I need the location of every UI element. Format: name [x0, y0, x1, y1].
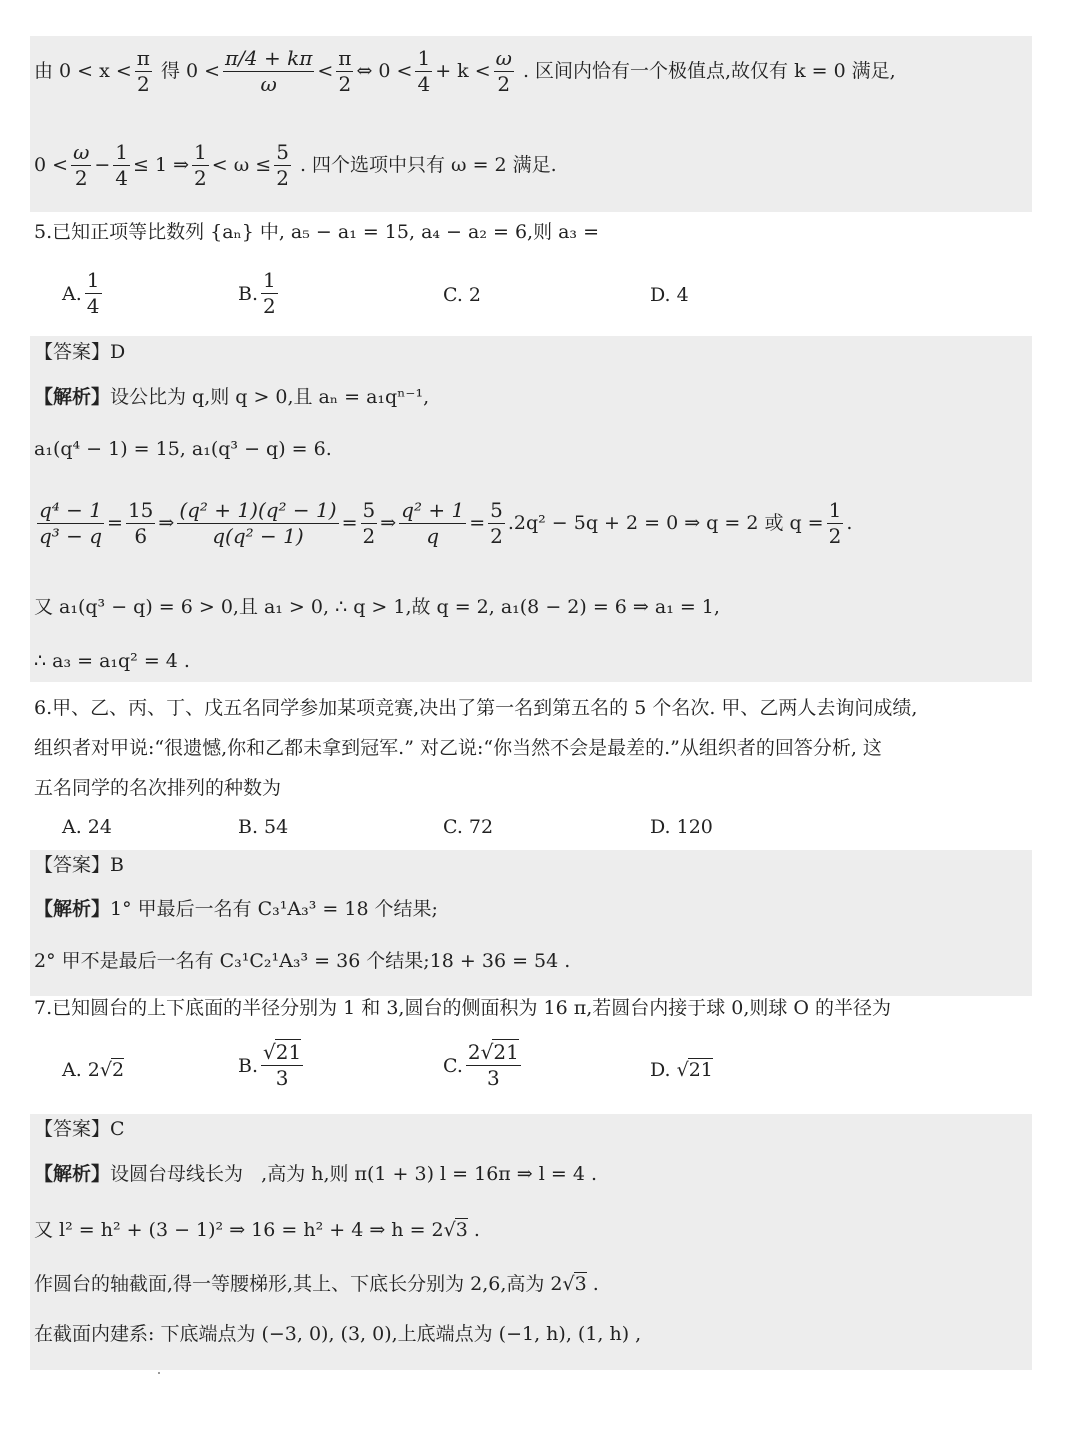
scan-speck [158, 1372, 160, 1374]
math: − [94, 153, 111, 176]
q7-option-a: A. 2 √ 2 [62, 1058, 125, 1081]
q6-stem-2 [34, 737, 1040, 761]
numerator: 15 [127, 498, 154, 522]
q6-analysis-2 [34, 950, 1040, 974]
option-label: A. [62, 282, 82, 305]
text: 满足, [851, 59, 896, 82]
text: ,则 [204, 386, 230, 408]
math: (−3, 0), (3, 0) [261, 1323, 392, 1345]
text: 又 [34, 1218, 54, 1241]
radicand: 3 [574, 1273, 587, 1295]
radicand: 21 [275, 1040, 302, 1064]
text: , [713, 596, 720, 618]
text: 作圆台的轴截面,得一等腰梯形,其上、下底长分别为 2,6,高为 [34, 1272, 545, 1295]
option-label: D. [650, 284, 671, 306]
fraction-quarter [113, 142, 130, 189]
math: = [469, 511, 486, 534]
math: aₙ = a₁qⁿ⁻¹ [318, 386, 424, 408]
denominator: 4 [115, 166, 129, 190]
option-label: C. [443, 284, 463, 306]
fraction [126, 500, 155, 547]
option-label: A. [62, 816, 82, 838]
text: ,且 [287, 386, 313, 408]
math: O [793, 997, 809, 1019]
fraction-pi-over-2 [135, 48, 152, 95]
coef: 2 [550, 1272, 563, 1295]
fraction [177, 500, 338, 547]
numerator: ω [495, 46, 512, 70]
math: q [192, 386, 205, 408]
q6-option-c [443, 816, 493, 838]
denominator: q³ − q [38, 524, 103, 548]
numerator: 1 [828, 498, 842, 522]
math: (−1, h), (1, h) [498, 1323, 630, 1345]
q7-answer [34, 1118, 1040, 1142]
fraction [399, 500, 466, 547]
text: 设公比为 [110, 386, 187, 408]
numerator: 1 [115, 140, 129, 164]
text: 1° [110, 898, 132, 920]
q5-analysis-2 [34, 438, 1040, 462]
denominator: 3 [275, 1066, 289, 1090]
q5-analysis-5 [34, 650, 1040, 674]
numerator: ω [73, 140, 90, 164]
q6-stem-3 [34, 777, 1040, 801]
denominator: 2 [497, 72, 511, 96]
option-label: C. [443, 816, 463, 838]
text: 或 [764, 511, 784, 534]
text: 设圆台母线长为 [110, 1163, 244, 1185]
numerator: 5 [362, 498, 376, 522]
denominator: 2 [490, 524, 503, 548]
numerator: π/4 + kπ [225, 46, 313, 70]
text: . 四个选项中只有 [299, 153, 446, 176]
option-value: 24 [87, 816, 112, 838]
math: = [107, 511, 123, 534]
denominator: q [426, 524, 440, 548]
radicand: 21 [688, 1059, 713, 1081]
fraction-five-halves [274, 142, 291, 189]
numerator: (q² + 1)(q² − 1) [179, 498, 337, 522]
option-fraction [85, 270, 102, 317]
denominator: 2 [136, 72, 150, 96]
text: ,故 [405, 596, 431, 618]
answer-text: 【答案】B [34, 854, 124, 876]
option-label: A. [62, 1058, 82, 1081]
math: ⇒ [158, 511, 175, 534]
q6-option-b [238, 816, 288, 838]
option-coef: 2 [87, 1058, 100, 1081]
option-value: 72 [468, 816, 494, 838]
q6-analysis-1 [34, 898, 1040, 922]
math: + k < [435, 59, 491, 82]
math: < ω ≤ [211, 153, 272, 176]
denominator: 2 [263, 294, 276, 318]
q5-analysis-1 [34, 386, 1040, 410]
analysis-tag: 【解析】 [34, 386, 111, 408]
q7-analysis-4 [34, 1323, 1040, 1347]
text: . [846, 511, 853, 534]
option-label: B. [238, 816, 259, 838]
option-label: D. [650, 816, 671, 838]
denominator: 2 [362, 524, 376, 548]
q7-option-c [443, 1042, 524, 1089]
text: . [473, 1218, 480, 1241]
text: 又 [34, 596, 54, 618]
math: q = [789, 511, 824, 534]
math: a₅ − a₁ = 15, a₄ − a₂ = 6 [290, 221, 528, 243]
math: a₁ > 0, ∴ q > 1 [263, 596, 406, 618]
answer-text: 【答案】C [34, 1118, 125, 1140]
math: q = 2, a₁(8 − 2) = 6 ⇒ a₁ = 1 [436, 596, 714, 618]
q7-analysis-1 [34, 1163, 1040, 1187]
numerator: 1 [263, 268, 276, 292]
option-value: 54 [264, 816, 289, 838]
radicand: 3 [455, 1219, 468, 1241]
fraction [37, 500, 104, 547]
text: . 区间内恰有一个极值点,故仅有 [522, 59, 789, 82]
option-label: B. [238, 282, 259, 305]
fraction [488, 500, 505, 547]
denominator: 3 [487, 1066, 500, 1090]
denominator: 6 [134, 524, 148, 548]
math: {aₙ} [210, 221, 254, 243]
option-value: 120 [676, 816, 713, 838]
math: ω = 2 [451, 153, 507, 176]
text: ,且 [232, 596, 258, 618]
q5-option-d [650, 284, 689, 306]
math: < [317, 59, 334, 82]
q6-stem-1 [34, 697, 1040, 721]
option-fraction: $\frac{√21}{3}$ [263, 1040, 302, 1090]
denominator: q(q² − 1) [212, 524, 304, 548]
option-label: D. [650, 1058, 671, 1081]
text: ,上底端点为 [391, 1323, 493, 1345]
fraction [827, 500, 844, 547]
fraction-omega-over-2 [494, 48, 514, 95]
text: 得 [160, 59, 180, 82]
math: ≤ 1 ⇒ [133, 153, 190, 176]
text: , [423, 386, 430, 408]
math: h [311, 1163, 324, 1185]
text: ,高为 [243, 1163, 306, 1185]
option-label: C. [443, 1054, 463, 1077]
text: 五名同学的名次排列的种数为 [34, 777, 282, 799]
math: 0 < x < [59, 59, 132, 82]
q7-analysis-2: 又 l² = h² + (3 − 1)² ⇒ 16 = h² + 4 ⇒ h = 2 √ 3 . [34, 1218, 480, 1241]
denominator: 2 [276, 166, 289, 190]
answer-text: 【答案】D [34, 341, 126, 363]
math: k = 0 [794, 59, 846, 82]
numerator: 1 [194, 140, 207, 164]
coef: 2 [467, 1040, 481, 1064]
text: , [635, 1323, 642, 1345]
fraction-half [192, 142, 209, 189]
text: 甲不是最后一名有 [61, 950, 214, 972]
option-label: B. [238, 1054, 259, 1077]
denominator: 2 [338, 72, 352, 96]
denominator: 4 [417, 72, 431, 96]
text: 个结果; [374, 898, 438, 920]
radicand: 21 [493, 1040, 519, 1064]
q6-answer [34, 854, 1040, 878]
q5-analysis-4 [34, 596, 1040, 620]
fraction [361, 500, 378, 547]
q7-analysis-3: 作圆台的轴截面,得一等腰梯形,其上、下底长分别为 2,6,高为 2 √ 3 . [34, 1272, 599, 1295]
math: a₁(q³ − q) = 6 > 0 [59, 596, 233, 618]
text: . [592, 1272, 599, 1295]
math: = [341, 511, 358, 534]
math: ⇔ 0 < [356, 59, 413, 82]
numerator: 5 [276, 140, 289, 164]
denominator: 4 [86, 294, 100, 318]
math: 18 + 36 = 54 . [429, 950, 571, 972]
text: 组织者对甲说:“很遗憾,你和乙都未拿到冠军.” 对乙说:“你当然不会是最差的.”从组织者的回答分析, 这 [34, 737, 882, 759]
math: .2q² − 5q + 2 = 0 ⇒ q = 2 [507, 511, 759, 534]
text: 2° [34, 950, 56, 972]
q6-option-d [650, 816, 713, 838]
math: C₃¹C₂¹A₃³ = 36 [219, 950, 361, 972]
q5-option-a [62, 270, 105, 317]
q7-stem [34, 997, 1040, 1021]
text: ,则 [323, 1163, 349, 1185]
fraction-quarter [415, 48, 432, 95]
fraction-omega-over-2 [71, 142, 91, 189]
analysis-tag: 【解析】 [34, 898, 111, 920]
text: 甲最后一名有 [137, 898, 252, 920]
analysis-tag: 【解析】 [34, 1163, 111, 1185]
q5-answer [34, 341, 1040, 365]
numerator: 1 [417, 46, 431, 70]
option-value: 2 [468, 284, 481, 306]
q5-option-b [238, 270, 281, 317]
text: 在截面内建系: 下底端点为 [34, 1323, 256, 1345]
q7-option-d: D. √ 21 [650, 1058, 713, 1081]
text: 的半径为 [815, 997, 892, 1019]
q5-option-c [443, 284, 481, 306]
option-fraction: $\frac{2√21}{3}$ [467, 1040, 519, 1090]
option-fraction [261, 270, 278, 317]
option-value: 4 [676, 284, 689, 306]
text: 由 [34, 59, 54, 82]
numerator: π [136, 46, 150, 70]
math: π(1 + 3) l = 16π ⇒ l = 4 [354, 1163, 585, 1185]
fraction-pi-over-2b [336, 48, 353, 95]
math: a₁(q⁴ − 1) = 15, a₁(q³ − q) = 6. [34, 438, 332, 460]
denominator: 2 [828, 524, 842, 548]
text: 5.已知正项等比数列 [34, 221, 205, 243]
math: 0 < [185, 59, 221, 82]
sol4-line2 [34, 142, 1040, 189]
math: ∴ a₃ = a₁q² = 4 . [34, 650, 190, 672]
text: 满足. [512, 153, 557, 176]
numerator: q² + 1 [401, 498, 465, 522]
numerator: q⁴ − 1 [39, 498, 103, 522]
math: 0 < [34, 153, 69, 176]
text: 中, [259, 221, 285, 243]
text: . [590, 1163, 597, 1185]
sol4-line1 [34, 48, 1040, 95]
denominator: 2 [74, 166, 88, 190]
numerator: 5 [490, 498, 503, 522]
math: a₃ = [558, 221, 599, 243]
q5-stem [34, 221, 1040, 245]
math: q > 0 [235, 386, 288, 408]
fraction-extreme [223, 48, 314, 95]
q6-option-a [62, 816, 112, 838]
numerator: 1 [86, 268, 100, 292]
math: l² = h² + (3 − 1)² ⇒ 16 = h² + 4 ⇒ h = 2 [59, 1218, 444, 1241]
text: ,则 [527, 221, 553, 243]
radicand: 2 [111, 1059, 125, 1081]
text: 个结果; [366, 950, 430, 972]
math: C₃¹A₃³ = 18 [257, 898, 369, 920]
numerator: π [338, 46, 352, 70]
q5-analysis-3 [34, 500, 1040, 547]
denominator: 2 [194, 166, 207, 190]
text: 7.已知圆台的上下底面的半径分别为 1 和 3,圆台的侧面积为 16 π,若圆台内接于球 0,则球 [34, 997, 788, 1019]
math: ⇒ [380, 511, 397, 534]
text: 6.甲、乙、丙、丁、戊五名同学参加某项竞赛,决出了第一名到第五名的 5 个名次. 甲、乙两人去询问成绩, [34, 697, 918, 719]
denominator: ω [260, 72, 277, 96]
q7-option-b [238, 1042, 306, 1089]
